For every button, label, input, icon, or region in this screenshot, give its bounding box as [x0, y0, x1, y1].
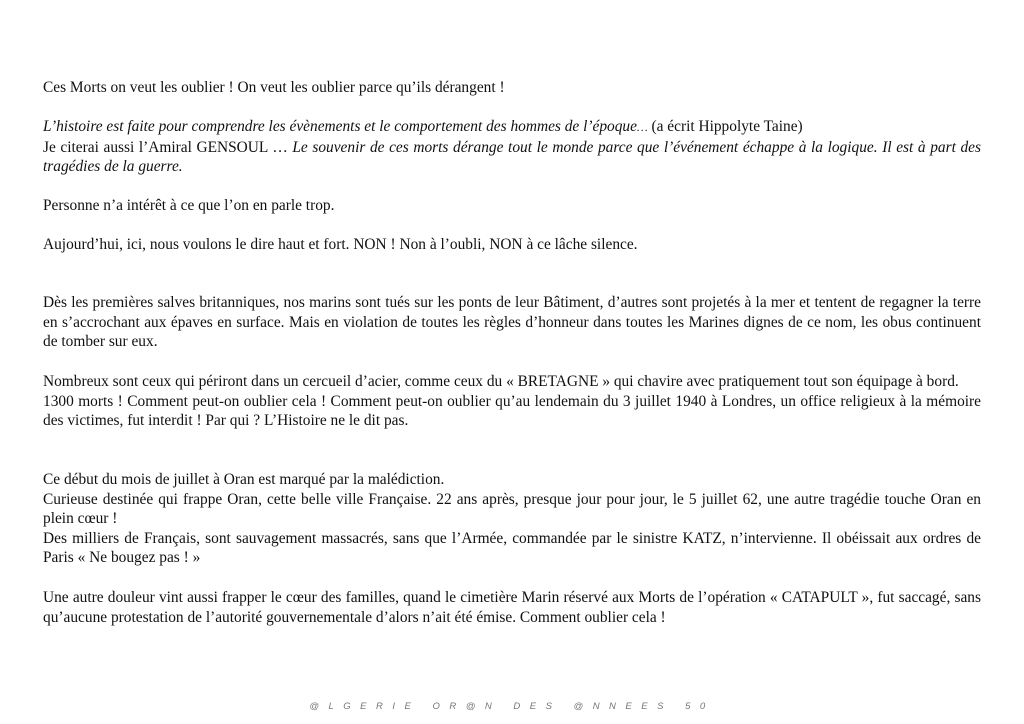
death-toll-line: 1300 morts ! Comment peut-on oublier cela ! Comment peut-on oublier qu’au lendemain du 3 juillet 1940 à Londres, un office religieux à la mémoire des victimes, fut interdit ! Par qui ? L’Histoire ne le dit pas. [43, 392, 981, 429]
quote-ellipsis: … [636, 120, 648, 134]
taine-quote: L’histoire est faite pour comprendre les évènements et le comportement des hommes de l’époque [43, 118, 637, 135]
paragraph-text: Une autre douleur vint aussi frapper le cœur des familles, quand le cimetière Marin réservé aux Morts de l’opération « CATAPULT », fut saccagé, sans qu’aucune protestation de l’autorité gouvernementale d’alors n’ait été émise. Comment oublier cela ! [43, 589, 981, 626]
paragraph-declaration [43, 235, 981, 255]
taine-quote-line [43, 117, 981, 138]
paragraph-silence [43, 196, 981, 216]
oran-curse-line: Ce début du mois de juillet à Oran est marqué par la malédiction. [43, 471, 445, 488]
paragraph-text [43, 117, 981, 177]
paragraph-cemetery [43, 588, 981, 627]
quote-attribution: (a écrit Hippolyte Taine) [647, 118, 803, 135]
paragraph-text: Aujourd’hui, ici, nous voulons le dire haut et fort. NON ! Non à l’oubli, NON à ce lâche silence. [43, 236, 638, 253]
oran-destiny-line: Curieuse destinée qui frappe Oran, cette belle ville Française. 22 ans après, presque jour pour jour, le 5 juillet 62, une autre tragédie touche Oran en plein cœur ! [43, 490, 981, 527]
paragraph-salvos [43, 293, 981, 352]
gensoul-intro: Je citerai aussi l’Amiral GENSOUL … [43, 138, 293, 156]
bretagne-line: Nombreux sont ceux qui périront dans un cercueil d’acier, comme ceux du « BRETAGNE » qui chavire avec pratiquement tout son équipage à bord. [43, 373, 959, 390]
paragraph-intro [43, 78, 981, 98]
paragraph-text [43, 372, 981, 431]
massacre-line: Des milliers de Français, sont sauvagement massacrés, sans que l’Armée, commandée par le sinistre KATZ, n’intervienne. Il obéissait aux ordres de Paris « Ne bougez pas ! » [43, 529, 981, 566]
page-footer: @LGERIE OR@N DES @NNEES 50 [309, 701, 715, 712]
paragraph-quotes [43, 117, 981, 177]
paragraph-text: Personne n’a intérêt à ce que l’on en parle trop. [43, 197, 335, 214]
paragraph-text: Dès les premières salves britanniques, nos marins sont tués sur les ponts de leur Bâtiment, d’autres sont projetés à la mer et tentent de regagner la terre en s’accrochant aux épaves en surface. Mais en violation de toutes les règles d’honneur dans toutes les Marines dignes de ce nom, les obus continuent de tomber sur eux. [43, 294, 981, 350]
paragraph-oran [43, 470, 981, 568]
gensoul-quote: Le souvenir de ces morts dérange tout le monde parce que l’événement échappe à la logique. Il est à part des tragédies de la guerre. [43, 138, 982, 175]
paragraph-text [43, 470, 981, 568]
paragraph-text: Ces Morts on veut les oublier ! On veut les oublier parce qu’ils dérangent ! [43, 79, 505, 96]
paragraph-bretagne [43, 372, 981, 431]
